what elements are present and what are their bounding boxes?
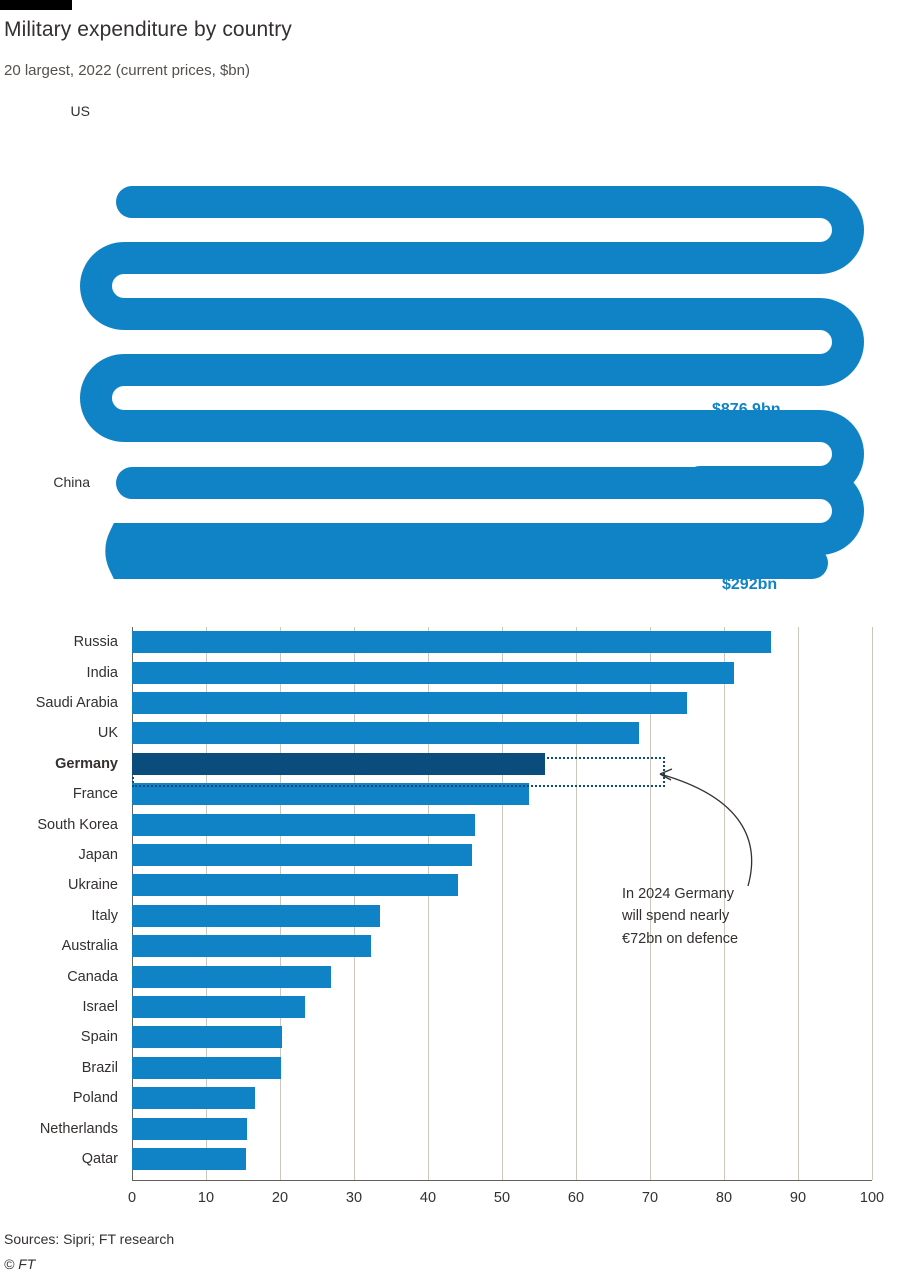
annotation-text [622, 883, 792, 950]
snake-path-china [0, 460, 899, 620]
category-label-italy: Italy [91, 907, 118, 924]
bar-india [132, 662, 734, 684]
x-tick-30: 30 [345, 1190, 363, 1206]
category-label-uk: UK [97, 725, 118, 742]
snake-value-china: $292bn [722, 576, 778, 593]
bar-ukraine [132, 874, 458, 896]
snake-label-us: US [70, 103, 90, 119]
category-label-russia: Russia [73, 634, 118, 651]
category-label-israel: Israel [82, 999, 118, 1015]
bar-brazil [132, 1057, 281, 1079]
germany-highlight-box [132, 757, 665, 787]
bar-spain [132, 1026, 282, 1048]
bar-saudi-arabia [132, 692, 687, 714]
x-tick-60: 60 [567, 1190, 585, 1206]
category-label-australia: Australia [61, 938, 118, 955]
bar-canada [132, 966, 331, 988]
page-subtitle: 20 largest, 2022 (current prices, $bn) [4, 62, 250, 79]
bar-uk [132, 722, 639, 744]
category-label-qatar: Qatar [81, 1151, 118, 1167]
bar-italy [132, 905, 380, 927]
category-label-canada: Canada [67, 968, 118, 985]
category-label-south-korea: South Korea [37, 816, 118, 833]
x-tick-40: 40 [419, 1190, 437, 1206]
gridline [798, 627, 799, 1180]
gridline [872, 627, 873, 1180]
ft-black-tab [0, 0, 72, 10]
bar-japan [132, 844, 472, 866]
category-label-india: India [86, 664, 118, 681]
copyright-note: © FT [4, 1256, 36, 1272]
annotation-line-2: will spend nearly [622, 908, 730, 925]
bar-south-korea [132, 814, 475, 836]
category-label-saudi-arabia: Saudi Arabia [35, 695, 118, 711]
x-tick-100: 100 [859, 1190, 885, 1206]
category-label-poland: Poland [72, 1090, 118, 1107]
sources-note: Sources: Sipri; FT research [4, 1231, 175, 1247]
category-label-ukraine: Ukraine [68, 877, 118, 894]
category-label-spain: Spain [80, 1029, 118, 1046]
x-tick-80: 80 [715, 1190, 733, 1206]
x-tick-70: 70 [641, 1190, 659, 1206]
category-label-france: France [72, 786, 118, 803]
bar-chart [0, 618, 899, 1218]
bar-poland [132, 1087, 255, 1109]
x-axis-line [132, 1180, 872, 1181]
x-tick-20: 20 [271, 1190, 289, 1206]
x-tick-10: 10 [197, 1190, 215, 1206]
bar-qatar [132, 1148, 246, 1170]
bar-australia [132, 935, 371, 957]
x-tick-90: 90 [789, 1190, 807, 1206]
annotation-line-3: €72bn on defence [622, 930, 739, 947]
bar-israel [132, 996, 305, 1018]
bar-russia [132, 631, 771, 653]
category-label-brazil: Brazil [81, 1059, 118, 1076]
category-label-germany: Germany [55, 755, 118, 772]
page-title: Military expenditure by country [4, 18, 292, 41]
x-tick-50: 50 [493, 1190, 511, 1206]
snake-label-china: China [53, 474, 90, 490]
category-label-netherlands: Netherlands [39, 1120, 118, 1137]
category-label-japan: Japan [78, 847, 118, 863]
bar-netherlands [132, 1118, 247, 1140]
x-tick-0: 0 [127, 1190, 137, 1206]
snake-value-us: $876.9bn [712, 401, 781, 418]
annotation-line-1: In 2024 Germany [622, 886, 735, 902]
